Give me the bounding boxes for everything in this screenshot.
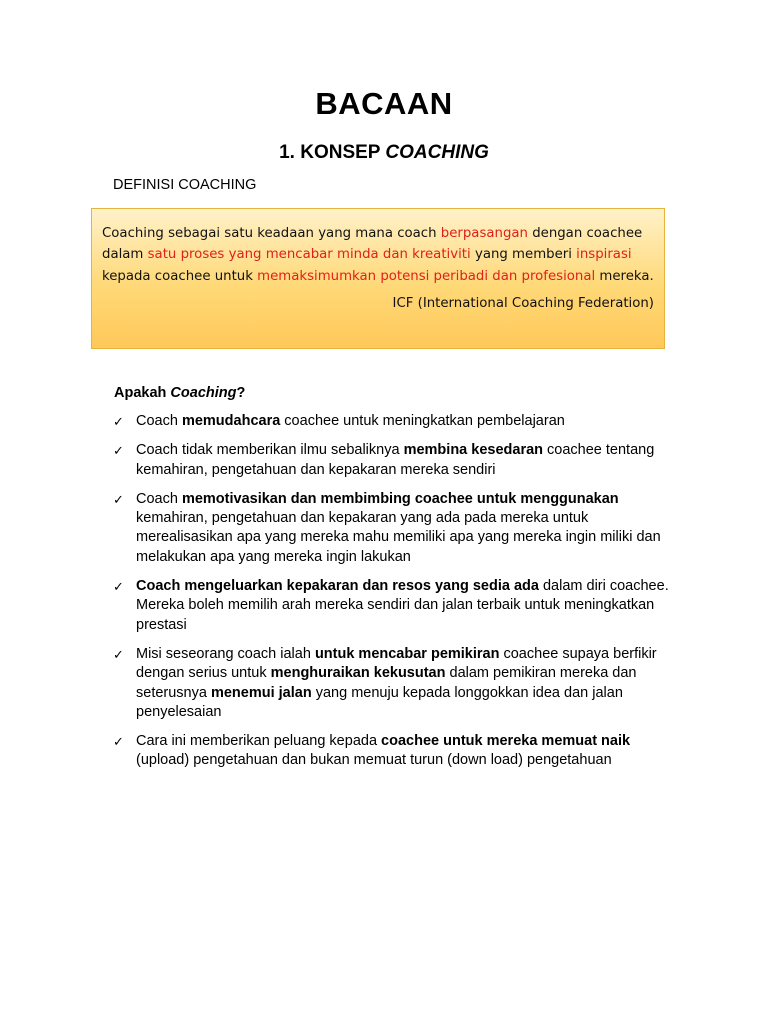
list-item-bold-text: menemui jalan [210, 684, 312, 701]
definition-segment: yang memberi [470, 247, 577, 263]
section-heading-emphasis: COACHING [385, 142, 489, 163]
definition-segment: Coaching sebagai satu keadaan yang mana coach [102, 226, 441, 241]
definition-highlight: berpasangan [440, 226, 528, 241]
list-item-text: coachee supaya berfikir dengan serius untuk [136, 645, 657, 682]
list-item [113, 645, 683, 722]
section-heading [0, 142, 768, 164]
check-mark-icon: ✓ [113, 491, 124, 507]
question-heading [114, 385, 245, 401]
list-item-text: Misi seseorang coach ialah [136, 645, 315, 662]
list-item-text: Coach [136, 490, 182, 507]
definition-segment: mereka. [595, 268, 654, 284]
list-item-text: coachee tentang kemahiran, pengetahuan dan kepakaran mereka sendiri [136, 442, 655, 478]
list-item-text: Coach [136, 413, 182, 429]
list-item-text: coachee untuk meningkatkan pembelajaran [280, 413, 565, 429]
list-item [113, 412, 683, 431]
list-item-bold-text: memotivasikan dan membimbing coachee untuk menggunakan [181, 490, 619, 507]
definition-box [91, 208, 665, 349]
check-mark-icon: ✓ [113, 579, 124, 595]
definition-highlight: inspirasi [576, 247, 632, 263]
list-item-bold-text: untuk mencabar pemikiran [314, 645, 500, 662]
definition-text [102, 223, 654, 287]
check-mark-icon: ✓ [113, 646, 124, 662]
list-item-text: yang menuju kepada longgokkan idea dan jalan penyelesaian [136, 684, 623, 720]
list-item-text: Cara ini memberikan peluang kepada [136, 733, 382, 750]
list-item-text: dalam diri coachee. Mereka boleh memilih arah mereka sendiri dan jalan terbaik untuk meningkatkan prestasi [136, 578, 669, 633]
list-item [113, 577, 683, 635]
list-item-bold-text: Coach mengeluarkan kepakaran dan resos yang sedia ada [136, 578, 539, 595]
list-item [113, 732, 683, 771]
check-mark-icon: ✓ [113, 443, 124, 459]
list-item-text: (upload) pengetahuan dan bukan memuat turun (down load) pengetahuan [136, 752, 612, 769]
definition-segment: dengan coachee dalam [102, 226, 643, 263]
list-item [113, 490, 683, 567]
list-item-bold-text: membina kesedaran [403, 442, 544, 459]
list-item-text: Coach tidak memberikan ilmu sebaliknya [136, 442, 404, 459]
list-item-text: kemahiran, pengetahuan dan kepakaran yang ada pada mereka untuk merealisasikan apa yang mereka mahu memiliki apa yang mereka ingin miliki dan melakukan apa yang mereka ingin lakukan [136, 510, 661, 565]
section-heading-prefix: 1. KONSEP [279, 142, 386, 163]
question-prefix: Apakah [114, 385, 171, 401]
list-item [113, 441, 683, 480]
check-mark-icon: ✓ [113, 734, 124, 750]
page-title: BACAAN [315, 86, 453, 121]
list-item-bold-text: memudahcara [181, 413, 281, 429]
list-item-text: dalam pemikiran mereka dan seterusnya [136, 665, 637, 701]
question-suffix: ? [236, 385, 246, 401]
definition-highlight: memaksimumkan potensi peribadi dan profesional [257, 268, 596, 284]
question-emphasis: Coaching [170, 385, 237, 401]
definition-segment: kepada coachee untuk [102, 268, 258, 284]
bullet-list [113, 412, 683, 781]
list-item-bold-text: menghuraikan kekusutan [270, 665, 446, 682]
definition-source: ICF (International Coaching Federation) [392, 295, 654, 311]
definition-label: DEFINISI COACHING [113, 177, 257, 193]
check-mark-icon: ✓ [113, 414, 124, 429]
definition-highlight: satu proses yang mencabar minda dan kreativiti [147, 247, 471, 263]
list-item-bold-text: coachee untuk mereka memuat naik [381, 733, 631, 750]
